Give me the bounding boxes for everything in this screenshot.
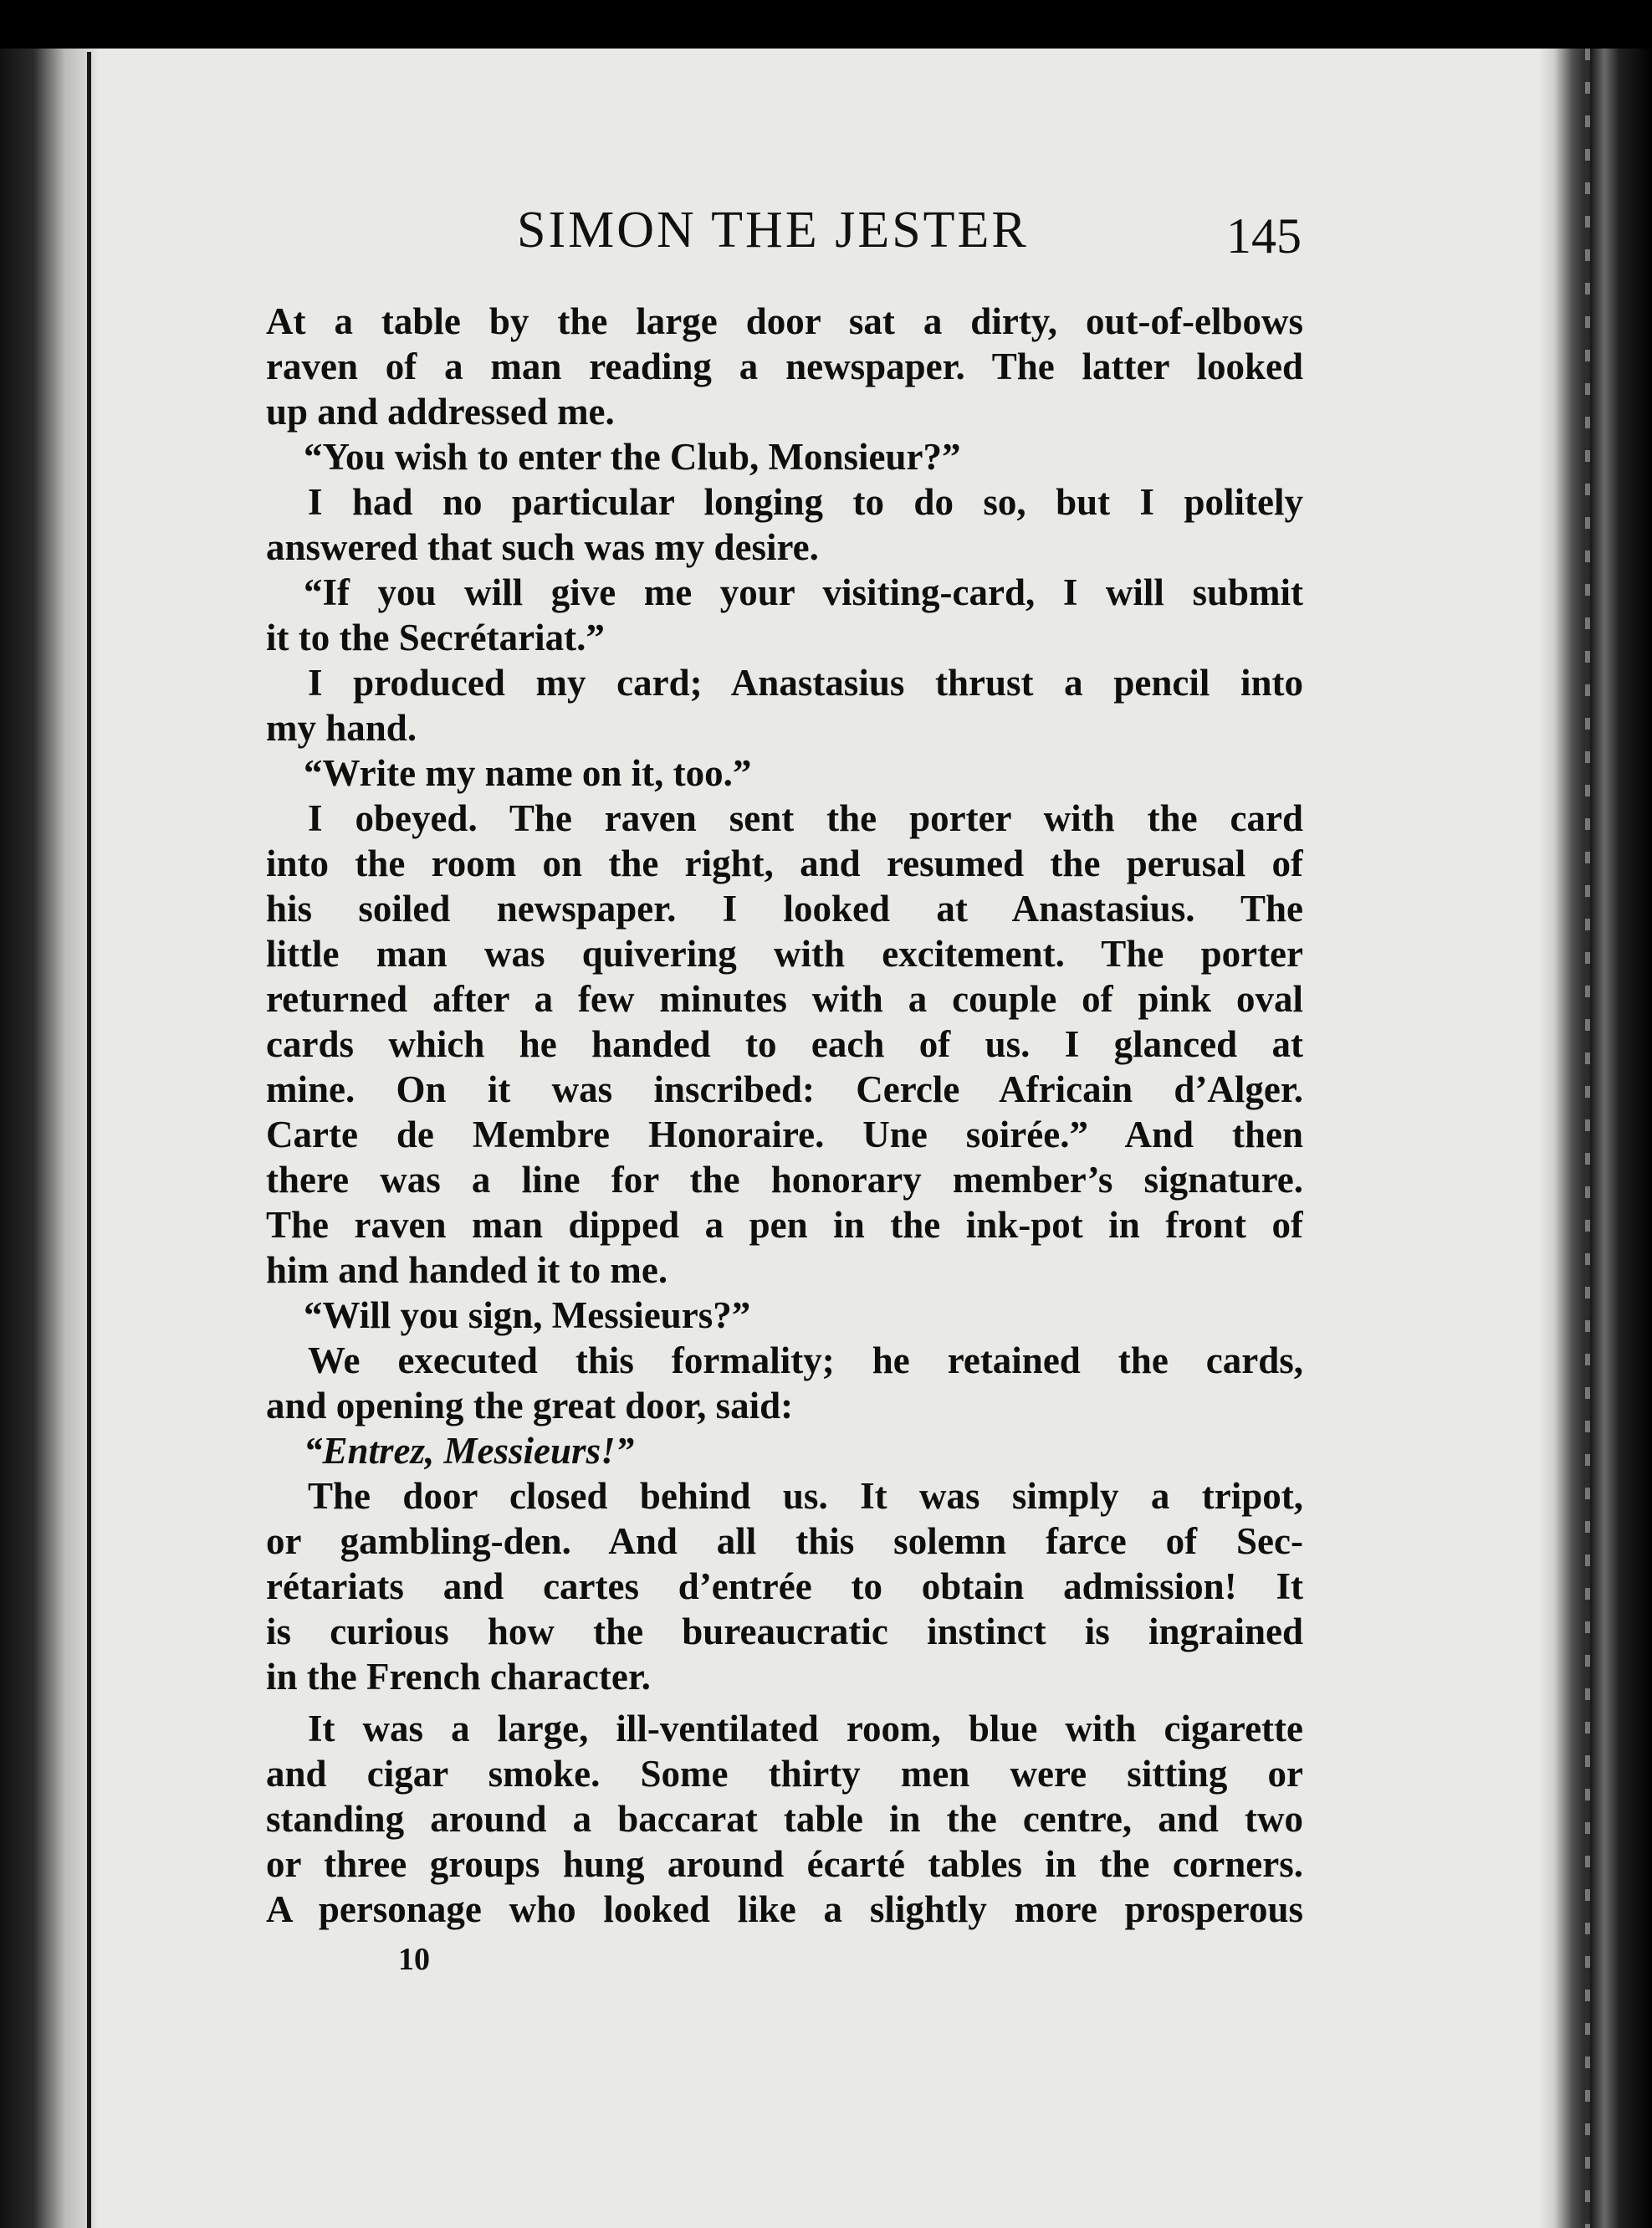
- text-line: raven of a man reading a newspaper. The latter looked: [266, 346, 1303, 387]
- text-line: in the French character.: [266, 1656, 651, 1698]
- text-line: or gambling-den. And all this solemn farce of Sec-: [266, 1520, 1303, 1562]
- text-line: up and addressed me.: [266, 391, 615, 433]
- text-line: him and handed it to me.: [266, 1249, 668, 1291]
- text-line: I had no particular longing to do so, but I politely: [308, 481, 1303, 523]
- text-line: cards which he handed to each of us. I glanced at: [266, 1023, 1303, 1065]
- text-line: The raven man dipped a pen in the ink-pot in front of: [266, 1204, 1303, 1246]
- text-line: We executed this formality; he retained the cards,: [308, 1339, 1303, 1381]
- paragraph-gap: [266, 1699, 1303, 1706]
- text-line: and cigar smoke. Some thirty men were sitting or: [266, 1753, 1303, 1795]
- text-line: answered that such was my desire.: [266, 526, 819, 568]
- text-line: I produced my card; Anastasius thrust a pencil into: [308, 662, 1303, 704]
- text-line: “Will you sign, Messieurs?”: [304, 1294, 751, 1336]
- text-line: his soiled newspaper. I looked at Anastasius. The: [266, 888, 1303, 930]
- text-line: I obeyed. The raven sent the porter with the card: [308, 797, 1303, 839]
- text-line: “You wish to enter the Club, Monsieur?”: [304, 436, 961, 478]
- text-line: “If you will give me your visiting-card, I will submit: [304, 571, 1303, 613]
- text-line: standing around a baccarat table in the centre, and two: [266, 1798, 1303, 1840]
- text-line: returned after a few minutes with a couple of pink oval: [266, 978, 1303, 1020]
- text-line: Carte de Membre Honoraire. Une soirée.” And then: [266, 1114, 1303, 1155]
- text-line: rétariats and cartes d’entrée to obtain admission! It: [266, 1565, 1303, 1607]
- text-line: little man was quivering with excitement. The porter: [266, 933, 1303, 975]
- text-line: or three groups hung around écarté tables in the corners.: [266, 1843, 1303, 1885]
- text-line: into the room on the right, and resumed the perusal of: [266, 843, 1303, 884]
- text-line: At a table by the large door sat a dirty, out-of-elbows: [266, 300, 1303, 342]
- signature-mark: 10: [398, 1942, 430, 1977]
- text-line: and opening the great door, said:: [266, 1385, 794, 1426]
- text-line: mine. On it was inscribed: Cercle Africain d’Alger.: [266, 1068, 1303, 1110]
- text-line: is curious how the bureaucratic instinct is ingrained: [266, 1611, 1303, 1652]
- text-line: The door closed behind us. It was simply a tripot,: [308, 1475, 1303, 1517]
- scan-top-border: [0, 0, 1652, 49]
- right-page-edge: [1539, 49, 1652, 2228]
- body-text: [266, 299, 1303, 1932]
- running-head: [266, 201, 1303, 268]
- text-line: my hand.: [266, 707, 417, 749]
- text-line: “Write my name on it, too.”: [304, 752, 752, 794]
- running-title: SIMON THE JESTER: [517, 202, 1029, 259]
- page-number: 145: [1226, 208, 1302, 264]
- text-line: “Entrez, Messieurs!”: [304, 1430, 635, 1472]
- text-line: It was a large, ill-ventilated room, blue with cigarette: [308, 1708, 1303, 1749]
- left-binding-line: [87, 52, 91, 2228]
- text-line: there was a line for the honorary member’s signature.: [266, 1159, 1303, 1201]
- left-page-edge: [0, 49, 99, 2228]
- text-line: A personage who looked like a slightly more prosperous: [266, 1888, 1303, 1930]
- text-line: it to the Secrétariat.”: [266, 617, 605, 658]
